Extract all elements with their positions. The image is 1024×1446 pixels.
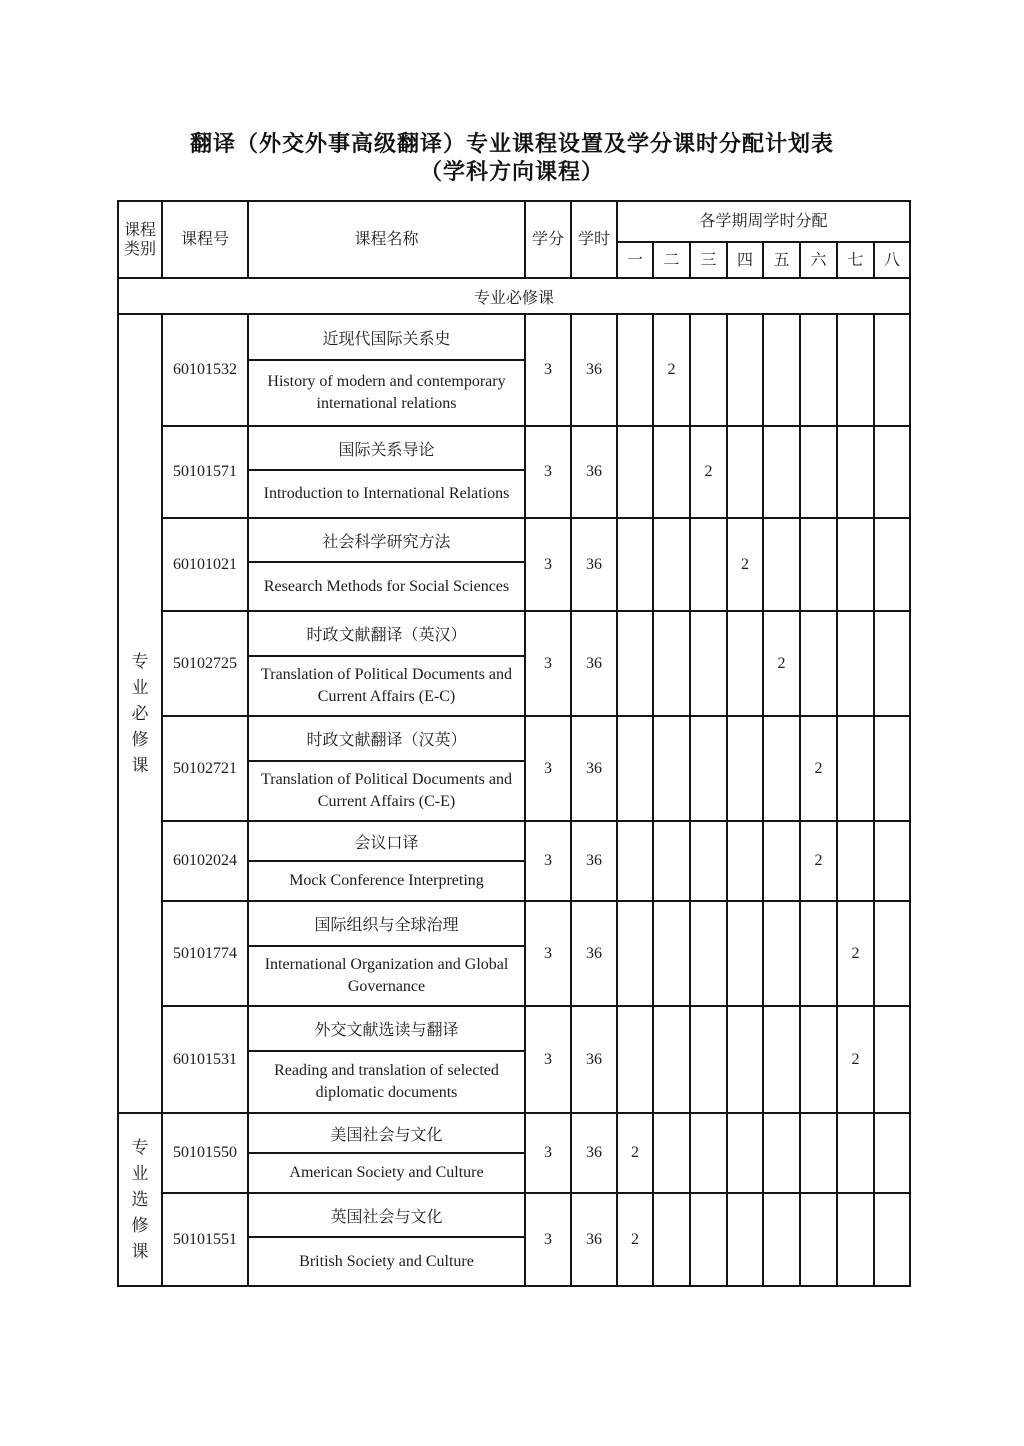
semester-hours-cell	[837, 426, 874, 518]
course-name-en: British Society and Culture	[248, 1237, 525, 1286]
course-number: 60101531	[162, 1006, 248, 1113]
credits-value: 3	[525, 901, 571, 1006]
course-row	[118, 901, 910, 946]
course-number: 60102024	[162, 821, 248, 901]
semester-hours-cell	[837, 518, 874, 611]
semester-hours-cell: 2	[690, 426, 727, 518]
semester-hours-cell	[874, 426, 910, 518]
semester-hours-cell	[874, 518, 910, 611]
course-name-en: Research Methods for Social Sciences	[248, 562, 525, 611]
course-row	[118, 611, 910, 656]
header-category: 课程类别	[118, 201, 162, 278]
semester-hours-cell	[690, 1193, 727, 1286]
course-name-zh: 美国社会与文化	[248, 1113, 525, 1153]
semester-hours-cell	[617, 611, 653, 716]
header-semester-8: 八	[874, 242, 910, 278]
semester-hours-cell	[653, 716, 690, 821]
hours-value: 36	[571, 901, 617, 1006]
credits-value: 3	[525, 716, 571, 821]
semester-hours-cell	[763, 426, 800, 518]
course-name-en: International Organization and Global Governance	[248, 946, 525, 1006]
semester-hours-cell	[617, 901, 653, 1006]
header-semester-7: 七	[837, 242, 874, 278]
course-number: 50101551	[162, 1193, 248, 1286]
course-number: 50101550	[162, 1113, 248, 1193]
course-name-zh: 外交文献选读与翻译	[248, 1006, 525, 1051]
semester-hours-cell	[837, 314, 874, 426]
semester-hours-cell: 2	[617, 1113, 653, 1193]
semester-hours-cell	[874, 901, 910, 1006]
hours-value: 36	[571, 1006, 617, 1113]
document-title-line2: （学科方向课程）	[419, 159, 604, 184]
semester-hours-cell	[800, 1113, 837, 1193]
semester-hours-cell	[690, 901, 727, 1006]
semester-hours-cell	[763, 901, 800, 1006]
semester-hours-cell	[690, 611, 727, 716]
hours-value: 36	[571, 426, 617, 518]
semester-hours-cell	[727, 1006, 763, 1113]
semester-hours-cell	[763, 821, 800, 901]
semester-hours-cell	[763, 1193, 800, 1286]
course-number: 60101532	[162, 314, 248, 426]
hours-value: 36	[571, 611, 617, 716]
course-row	[118, 1006, 910, 1051]
semester-hours-cell	[690, 716, 727, 821]
semester-hours-cell	[690, 518, 727, 611]
semester-hours-cell	[800, 1193, 837, 1286]
header-semester-1: 一	[617, 242, 653, 278]
semester-hours-cell	[727, 611, 763, 716]
header-course-number: 课程号	[162, 201, 248, 278]
header-hours: 学时	[571, 201, 617, 278]
semester-hours-cell: 2	[653, 314, 690, 426]
course-name-zh: 近现代国际关系史	[248, 314, 525, 360]
credits-value: 3	[525, 518, 571, 611]
semester-hours-cell	[617, 716, 653, 821]
header-semester-4: 四	[727, 242, 763, 278]
hours-value: 36	[571, 1113, 617, 1193]
course-name-en: Reading and translation of selected diplomatic documents	[248, 1051, 525, 1113]
course-row	[118, 426, 910, 470]
course-number: 50102725	[162, 611, 248, 716]
semester-hours-cell	[727, 901, 763, 1006]
semester-hours-cell	[800, 426, 837, 518]
course-name-en: American Society and Culture	[248, 1153, 525, 1193]
semester-hours-cell	[617, 426, 653, 518]
semester-hours-cell	[727, 821, 763, 901]
credits-value: 3	[525, 1193, 571, 1286]
semester-hours-cell	[837, 1193, 874, 1286]
header-credits: 学分	[525, 201, 571, 278]
semester-hours-cell	[874, 1006, 910, 1113]
header-semester-6: 六	[800, 242, 837, 278]
semester-hours-cell	[763, 518, 800, 611]
course-number: 60101021	[162, 518, 248, 611]
course-name-zh: 社会科学研究方法	[248, 518, 525, 562]
course-name-en: Translation of Political Documents and Current Affairs (C-E)	[248, 761, 525, 821]
credits-value: 3	[525, 1006, 571, 1113]
semester-hours-cell	[800, 611, 837, 716]
semester-hours-cell	[617, 821, 653, 901]
header-semester-3: 三	[690, 242, 727, 278]
semester-hours-cell	[690, 821, 727, 901]
section-banner: 专业必修课	[118, 278, 910, 314]
semester-hours-cell: 2	[837, 901, 874, 1006]
course-row	[118, 1193, 910, 1237]
semester-hours-cell	[763, 1113, 800, 1193]
semester-hours-cell	[727, 314, 763, 426]
semester-hours-cell	[653, 821, 690, 901]
semester-hours-cell: 2	[800, 821, 837, 901]
course-row	[118, 821, 910, 861]
semester-hours-cell: 2	[800, 716, 837, 821]
category-label: 专 业 选 修 课	[118, 1113, 162, 1286]
semester-hours-cell	[800, 314, 837, 426]
course-row	[118, 518, 910, 562]
credits-value: 3	[525, 611, 571, 716]
semester-hours-cell	[763, 314, 800, 426]
credits-value: 3	[525, 1113, 571, 1193]
header-course-name: 课程名称	[248, 201, 525, 278]
semester-hours-cell	[653, 426, 690, 518]
credits-value: 3	[525, 314, 571, 426]
semester-hours-cell	[690, 314, 727, 426]
semester-hours-cell	[874, 314, 910, 426]
course-name-en: Introduction to International Relations	[248, 470, 525, 518]
semester-hours-cell	[800, 901, 837, 1006]
course-name-zh: 国际组织与全球治理	[248, 901, 525, 946]
semester-hours-cell: 2	[617, 1193, 653, 1286]
semester-hours-cell	[727, 426, 763, 518]
course-number: 50101774	[162, 901, 248, 1006]
credits-value: 3	[525, 426, 571, 518]
semester-hours-cell: 2	[763, 611, 800, 716]
document-title	[0, 130, 1024, 186]
curriculum-table	[117, 200, 911, 1287]
semester-hours-cell	[874, 716, 910, 821]
hours-value: 36	[571, 1193, 617, 1286]
semester-hours-cell	[837, 716, 874, 821]
course-name-en: Mock Conference Interpreting	[248, 861, 525, 901]
course-row	[118, 716, 910, 761]
semester-hours-cell	[763, 716, 800, 821]
course-number: 50101571	[162, 426, 248, 518]
semester-hours-cell	[837, 821, 874, 901]
semester-hours-cell	[874, 1193, 910, 1286]
semester-hours-cell	[874, 821, 910, 901]
semester-hours-cell	[653, 518, 690, 611]
semester-hours-cell: 2	[837, 1006, 874, 1113]
semester-hours-cell	[690, 1006, 727, 1113]
header-semester-2: 二	[653, 242, 690, 278]
header-semester-group: 各学期周学时分配	[617, 201, 910, 242]
semester-hours-cell	[837, 1113, 874, 1193]
document-title-line1: 翻译（外交外事高级翻译）专业课程设置及学分课时分配计划表	[189, 131, 834, 156]
semester-hours-cell	[874, 611, 910, 716]
semester-hours-cell	[653, 901, 690, 1006]
semester-hours-cell	[617, 518, 653, 611]
semester-hours-cell	[800, 518, 837, 611]
header-semester-5: 五	[763, 242, 800, 278]
course-name-en: History of modern and contemporary international relations	[248, 360, 525, 426]
course-name-zh: 英国社会与文化	[248, 1193, 525, 1237]
section-banner-row	[118, 278, 910, 314]
course-name-en: Translation of Political Documents and Current Affairs (E-C)	[248, 656, 525, 716]
semester-hours-cell: 2	[727, 518, 763, 611]
semester-hours-cell	[617, 314, 653, 426]
course-name-zh: 时政文献翻译（英汉）	[248, 611, 525, 656]
hours-value: 36	[571, 314, 617, 426]
semester-hours-cell	[653, 1113, 690, 1193]
credits-value: 3	[525, 821, 571, 901]
course-name-zh: 时政文献翻译（汉英）	[248, 716, 525, 761]
semester-hours-cell	[653, 1193, 690, 1286]
hours-value: 36	[571, 518, 617, 611]
semester-hours-cell	[874, 1113, 910, 1193]
course-name-zh: 会议口译	[248, 821, 525, 861]
semester-hours-cell	[690, 1113, 727, 1193]
course-number: 50102721	[162, 716, 248, 821]
semester-hours-cell	[727, 1193, 763, 1286]
hours-value: 36	[571, 716, 617, 821]
semester-hours-cell	[763, 1006, 800, 1113]
category-label: 专 业 必 修 课	[118, 314, 162, 1113]
semester-hours-cell	[800, 1006, 837, 1113]
hours-value: 36	[571, 821, 617, 901]
semester-hours-cell	[653, 611, 690, 716]
semester-hours-cell	[653, 1006, 690, 1113]
course-row	[118, 1113, 910, 1153]
semester-hours-cell	[617, 1006, 653, 1113]
course-row	[118, 314, 910, 360]
semester-hours-cell	[727, 1113, 763, 1193]
course-name-zh: 国际关系导论	[248, 426, 525, 470]
semester-hours-cell	[727, 716, 763, 821]
semester-hours-cell	[837, 611, 874, 716]
